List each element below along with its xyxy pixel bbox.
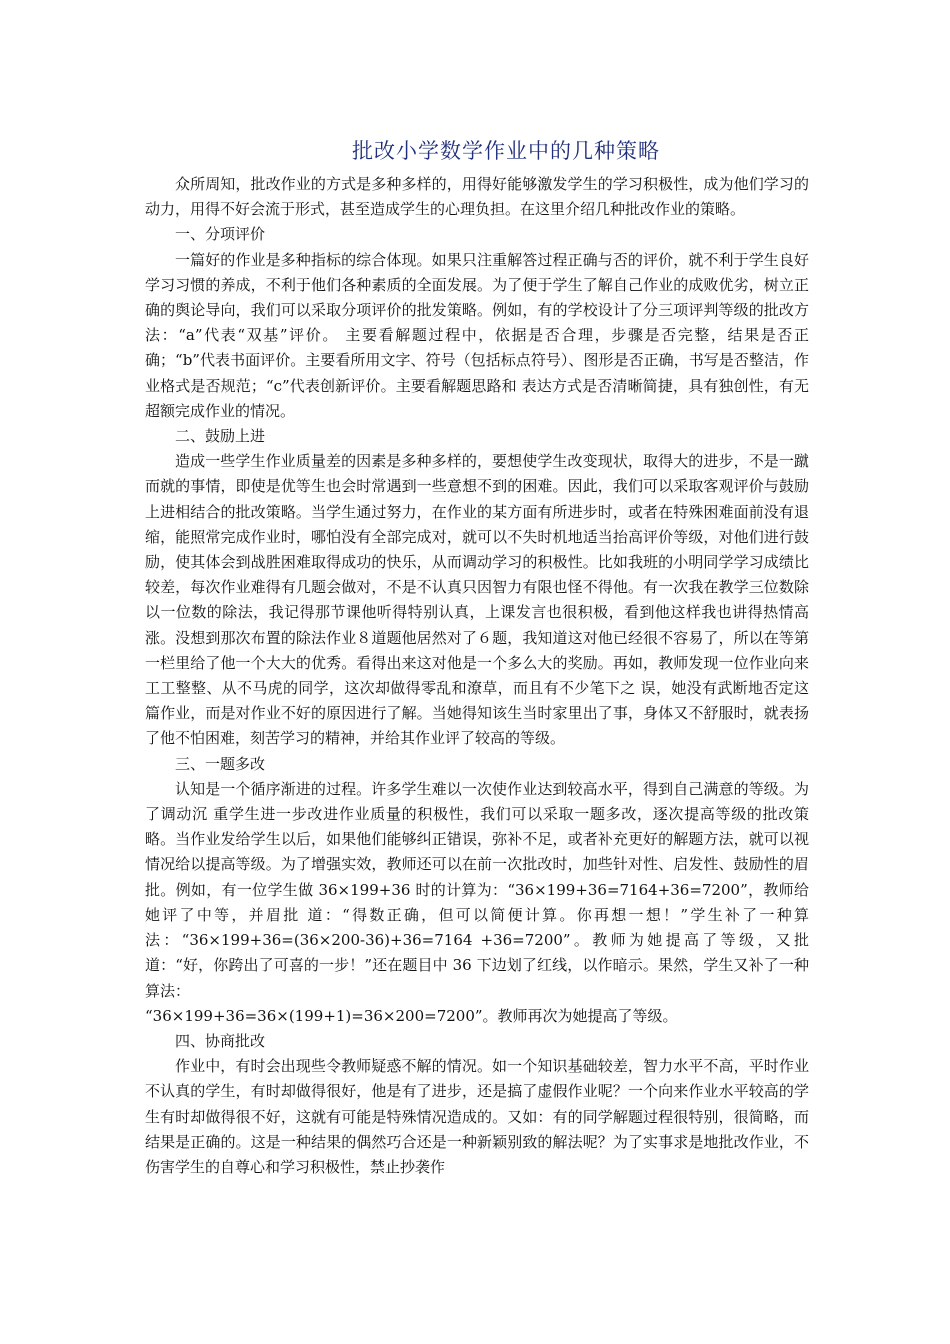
- section-formula-line-3: “36×199+36=36×(199+1)=36×200=7200”。教师再次为她提高了等级。: [145, 1006, 678, 1025]
- document-page: [145, 134, 809, 1180]
- section-body-1: 一篇好的作业是多种指标的综合体现。如果只注重解答过程正确与否的评价，就不利于学生良好学习习惯的养成，不利于他们各种素质的全面发展。为了便于学生了解自己作业的成败优劣，树立正确的舆论导向，我们可以采取分项评价的批发策略。例如，有的学校设计了分三项评判等级的批改方法：“a”代表“双基”评价。 主要看解题过程中，依据是否合理，步骤是否完整，结果是否正确；“b”代表书面评价。主要看所用文字、符号（包括标点符号）、图形是否正确，书写是否整洁，作业格式是否规范；“c”代表创新评价。主要看解题思路和 表达方式是否清晰简捷，具有独创性，有无超额完成作业的情况。: [145, 250, 809, 420]
- section-body-4: 作业中，有时会出现些令教师疑惑不解的情况。如一个知识基础较差，智力水平不高，平时作业不认真的学生，有时却做得很好，他是有了进步，还是搞了虚假作业呢？一个向来作业水平较高的学生有时却做得很不好，这就有可能是特殊情况造成的。又如：有的同学解题过程很特别，很简略，而结果是正确的。这是一种结果的偶然巧合还是一种新颖别致的解法呢？为了实事求是地批改作业，不伤害学生的自尊心和学习积极性，禁止抄袭作: [145, 1057, 809, 1176]
- section-heading-3: 三、一题多改: [175, 754, 266, 773]
- document-title: 批改小学数学作业中的几种策略: [352, 139, 660, 163]
- section-body-3: 认知是一个循序渐进的过程。许多学生难以一次使作业达到较高水平，得到自己满意的等级。为了调动沉 重学生进一步改进作业质量的积极性，我们可以采取一题多改，逐次提高等级的批改策略。当作业发给学生以后，如果他们能够纠正错误，弥补不足，或者补充更好的解题方法，就可以视情况给以提高等级。为了增强实效，教师还可以在前一次批改时，加些针对性、启发性、鼓励性的眉批。例如，有一位学生做 36×199+36 时的计算为：“36×199+36=7164+36=7200”，教师给她评了中等，并眉批 道：“得数正确，但可以简便计算。你再想一想！”学生补了一种算法：“36×199+36=(36×200-36)+36=7164 +36=7200”。教师为她提高了等级，又批道：“好，你跨出了可喜的一步！”还在题目中 36 下边划了红线，以作暗示。果然，学生又补了一种算法：: [145, 779, 809, 1000]
- section-heading-4: 四、协商批改: [175, 1031, 266, 1050]
- section-body-2: 造成一些学生作业质量差的因素是多种多样的，要想使学生改变现状，取得大的进步，不是一蹴而就的事情，即使是优等生也会时常遇到一些意想不到的困难。因此，我们可以采取客观评价与鼓励上进相结合的批改策略。当学生通过努力，在作业的某方面有所进步时，或者在特殊困难面前没有退缩，能照常完成作业时，哪怕没有全部完成对，就可以不失时机地适当抬高评价等级，对他们进行鼓励，使其体会到战胜困难取得成功的快乐，从而调动学习的积极性。比如我班的小明同学学习成绩比较差，每次作业难得有几题会做对，不是不认真只因智力有限也怪不得他。有一次我在教学三位数除以一位数的除法，我记得那节课他听得特别认真，上课发言也很积极，看到他这样我也讲得热情高涨。没想到那次布置的除法作业８道题他居然对了６题，我知道这对他已经很不容易了，所以在等第一栏里给了他一个大大的优秀。看得出来这对他是一个多么大的奖励。再如，教师发现一位作业向来工工整整、从不马虎的同学，这次却做得零乱和潦草，而且有不少笔下之 误，她没有武断地否定这篇作业，而是对作业不好的原因进行了解。当她得知该生当时家里出了事，身体又不舒服时，就表扬了他不怕困难，刻苦学习的精神，并给其作业评了较高的等级。: [145, 452, 809, 748]
- intro-paragraph: 众所周知，批改作业的方式是多种多样的，用得好能够激发学生的学习积极性，成为他们学习的动力，用得不好会流于形式，甚至造成学生的心理负担。在这里介绍几种批改作业的策略。: [145, 175, 809, 219]
- section-heading-1: 一、分项评价: [175, 225, 266, 244]
- section-heading-2: 二、鼓励上进: [175, 427, 266, 446]
